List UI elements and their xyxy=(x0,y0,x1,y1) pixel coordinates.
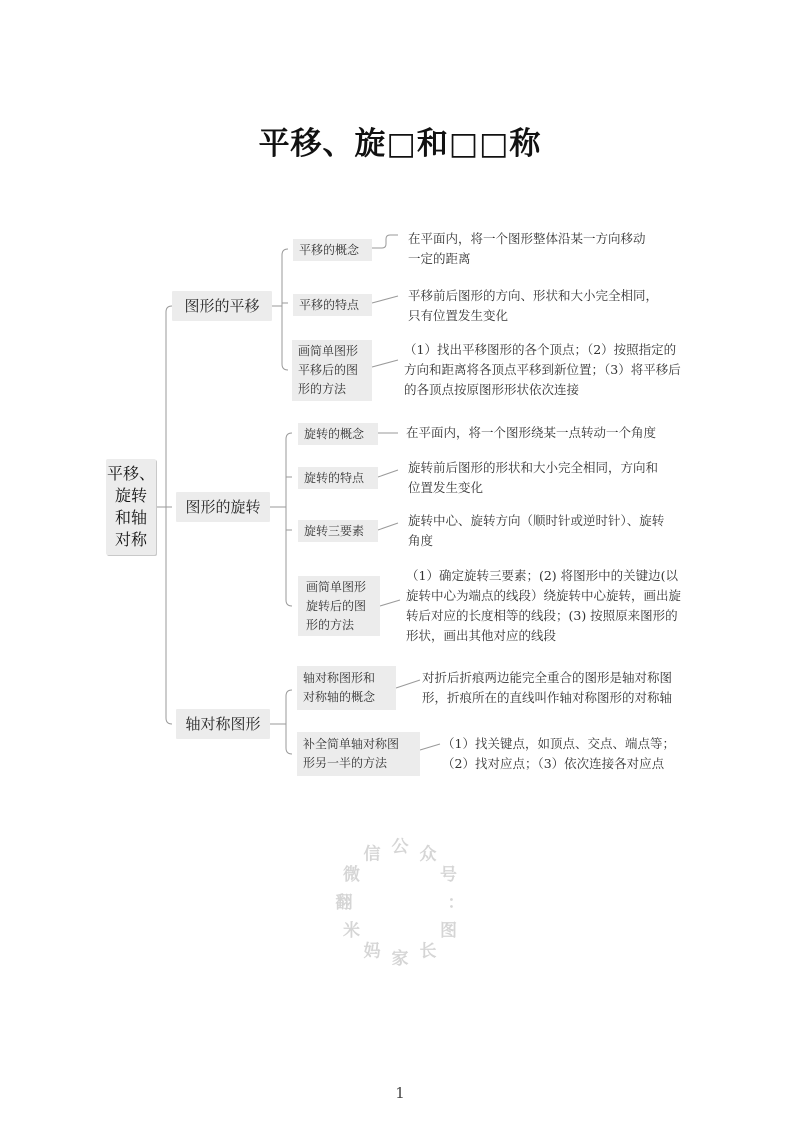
desc-rotation-feature xyxy=(408,458,718,498)
desc-line: 在平面内，将一个图形绕某一点转动一个角度 xyxy=(406,425,657,440)
desc-line: 的各顶点按原图形形状依次连接 xyxy=(404,382,580,397)
page-title: 平移、旋□和□□称 xyxy=(258,126,542,162)
leaf-line: 旋转后的图 xyxy=(306,599,367,613)
desc-line: 旋转中心为端点的线段）绕旋转中心旋转，画出旋 xyxy=(406,588,682,603)
branch-rotation: 图形的旋转 xyxy=(176,492,270,522)
leaf-rotation-elements: 旋转三要素 xyxy=(298,520,378,542)
desc-line: 位置发生变化 xyxy=(408,480,484,495)
root-line: 旋转 xyxy=(114,486,147,505)
watermark-char: 公 xyxy=(391,837,409,857)
leaf-symmetry-concept xyxy=(297,666,396,710)
watermark-char: 微 xyxy=(343,865,360,885)
watermark-char: 妈 xyxy=(363,941,381,962)
desc-symmetry-concept xyxy=(422,668,732,708)
desc-line: 一定的距离 xyxy=(408,251,471,266)
desc-translation-concept xyxy=(408,229,708,269)
leaf-line: 形的方法 xyxy=(306,618,355,632)
leaf-line: 画简单图形 xyxy=(298,344,359,358)
leaf-translation-feature: 平移的特点 xyxy=(293,294,372,316)
desc-line: 旋转前后图形的形状和大小完全相同，方向和 xyxy=(408,460,659,475)
watermark-stamp xyxy=(330,832,470,972)
desc-line: 转后对应的长度相等的线段；(3) 按照原来图形的 xyxy=(406,608,678,623)
watermark-char: ： xyxy=(447,893,465,913)
desc-line: 形，折痕所在的直线叫作轴对称图形的对称轴 xyxy=(422,690,673,705)
root-line: 和轴 xyxy=(114,508,147,527)
leaf-line: 对称轴的概念 xyxy=(303,690,376,704)
desc-line: （1）找关键点，如顶点、交点、端点等； xyxy=(442,736,675,751)
desc-line: 对折后折痕两边能完全重合的图形是轴对称图 xyxy=(422,670,673,685)
desc-translation-feature xyxy=(408,286,708,326)
desc-line: 平移前后图形的方向、形状和大小完全相同， xyxy=(408,288,659,303)
leaf-rotation-feature: 旋转的特点 xyxy=(298,467,378,489)
desc-line: （1）找出平移图形的各个顶点；（2）按照指定的 xyxy=(404,342,677,357)
page-number: 1 xyxy=(395,1084,405,1102)
desc-line: 旋转中心、旋转方向（顺时针或逆时针）、旋转 xyxy=(408,513,665,528)
leaf-symmetry-method xyxy=(297,732,420,776)
desc-line: 角度 xyxy=(408,533,434,548)
branch-translation: 图形的平移 xyxy=(172,291,272,321)
root-line: 平移、 xyxy=(106,464,155,483)
watermark-char: 家 xyxy=(391,949,409,969)
watermark-char: 信 xyxy=(363,844,381,865)
desc-translation-method xyxy=(404,340,724,400)
leaf-line: 平移后的图 xyxy=(298,363,359,377)
desc-rotation-concept xyxy=(406,423,726,443)
desc-line: 形状，画出其他对应的线段 xyxy=(406,628,557,643)
leaf-line: 轴对称图形和 xyxy=(303,671,376,685)
watermark-char: 翻 xyxy=(335,893,353,913)
desc-line: 方向和距离将各顶点平移到新位置；（3）将平移后 xyxy=(404,362,681,377)
desc-line: （2）找对应点；（3）依次连接各对应点 xyxy=(442,756,665,771)
watermark-char: 长 xyxy=(419,941,437,962)
desc-line: 在平面内，将一个图形整体沿某一方向移动 xyxy=(408,231,646,246)
watermark-char: 众 xyxy=(419,844,437,865)
desc-line: （1）确定旋转三要素；(2) 将图形中的关键边(以 xyxy=(406,568,679,583)
leaf-line: 形另一半的方法 xyxy=(303,756,388,770)
leaf-rotation-concept: 旋转的概念 xyxy=(298,423,378,445)
desc-line: 只有位置发生变化 xyxy=(408,308,509,323)
leaf-translation-concept: 平移的概念 xyxy=(293,239,372,261)
root-line: 对称 xyxy=(114,530,147,549)
root-node xyxy=(106,459,156,555)
leaf-line: 补全简单轴对称图 xyxy=(303,737,400,751)
desc-rotation-elements xyxy=(408,511,728,551)
watermark-char: 图 xyxy=(440,921,457,941)
watermark-char: 号 xyxy=(440,865,457,885)
leaf-translation-method xyxy=(292,340,372,401)
desc-symmetry-method xyxy=(442,734,732,774)
desc-rotation-method xyxy=(406,566,726,646)
leaf-line: 形的方法 xyxy=(298,382,347,396)
leaf-rotation-method xyxy=(298,576,380,636)
leaf-line: 画简单图形 xyxy=(306,580,367,594)
watermark-char: 米 xyxy=(343,921,360,941)
branch-symmetry: 轴对称图形 xyxy=(176,709,270,739)
